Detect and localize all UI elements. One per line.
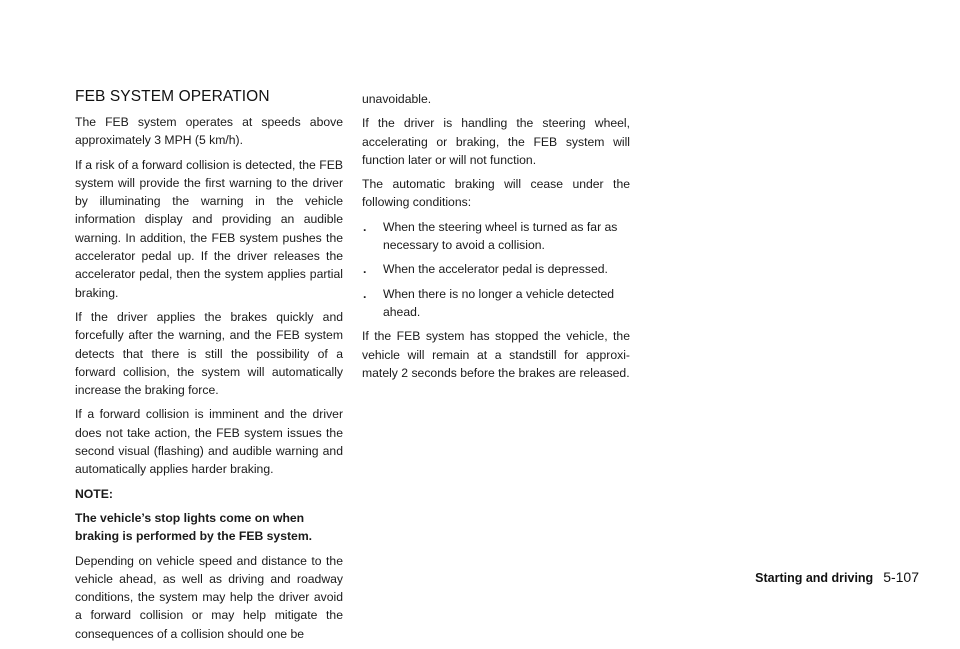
- page-number: 5-107: [883, 569, 919, 585]
- bullet-mark: .: [363, 286, 367, 301]
- left-column: [75, 87, 343, 649]
- paragraph-braking-force: If the driver applies the brakes quickly and forcefully after the warning, and the FEB system detects that there is still the possibility of a forward collision, the system will automatically increase the braking force.: [75, 309, 343, 398]
- paragraph-continuation: unavoidable.: [362, 92, 432, 106]
- list-item: [362, 260, 630, 278]
- list-item: [362, 285, 630, 322]
- paragraph-speed: The FEB system operates at speeds above approximately 3 MPH (5 km/h).: [75, 115, 343, 148]
- paragraph-first-warning: If a risk of a forward collision is detected, the FEB system will provide the first warning to the driver by illuminating the warning in the vehicle information display and providing an audible warning. In addition, the FEB system pushes the accelerator pedal up. If the driver releases the accelerator pedal, then the system applies partial braking.: [75, 157, 343, 300]
- list-item-text: When the accelerator pedal is depressed.: [383, 262, 608, 277]
- note-text: The vehicle’s stop lights come on when braking is performed by the FEB system.: [75, 510, 313, 544]
- list-item-text: When the steering wheel is turned as far as necessary to avoid a collision.: [383, 219, 618, 253]
- paragraph-standstill: If the FEB system has stopped the vehicle, the vehicle will remain at a standstill for approxi- mately 2 seconds before the brakes are released.: [362, 329, 630, 380]
- note-label: NOTE:: [75, 486, 113, 501]
- paragraph-cease-conditions: The automatic braking will cease under the following conditions:: [362, 177, 630, 210]
- footer-section-title: Starting and driving: [755, 571, 874, 585]
- page-footer: [755, 569, 919, 585]
- paragraph-second-warning: If a forward collision is imminent and the driver does not take action, the FEB system issues the second visual (flashing) and audible warning and automatically applies harder braking.: [75, 407, 343, 477]
- list-item-text: When there is no longer a vehicle detected ahead.: [383, 286, 615, 319]
- list-item: [362, 218, 630, 255]
- conditions-list: [362, 218, 630, 321]
- bullet-mark: .: [363, 219, 367, 234]
- right-column: [362, 90, 630, 388]
- paragraph-handling: If the driver is handling the steering wheel, accelerating or braking, the FEB system will function later or will not function.: [362, 116, 630, 167]
- section-heading: FEB SYSTEM OPERATION: [75, 88, 270, 105]
- paragraph-mitigate: Depending on vehicle speed and distance to the vehicle ahead, as well as driving and roadway conditions, the system may help the driver avoid a forward collision or may help mitigate the consequences of a collision should one be: [75, 553, 343, 641]
- bullet-mark: .: [363, 262, 367, 277]
